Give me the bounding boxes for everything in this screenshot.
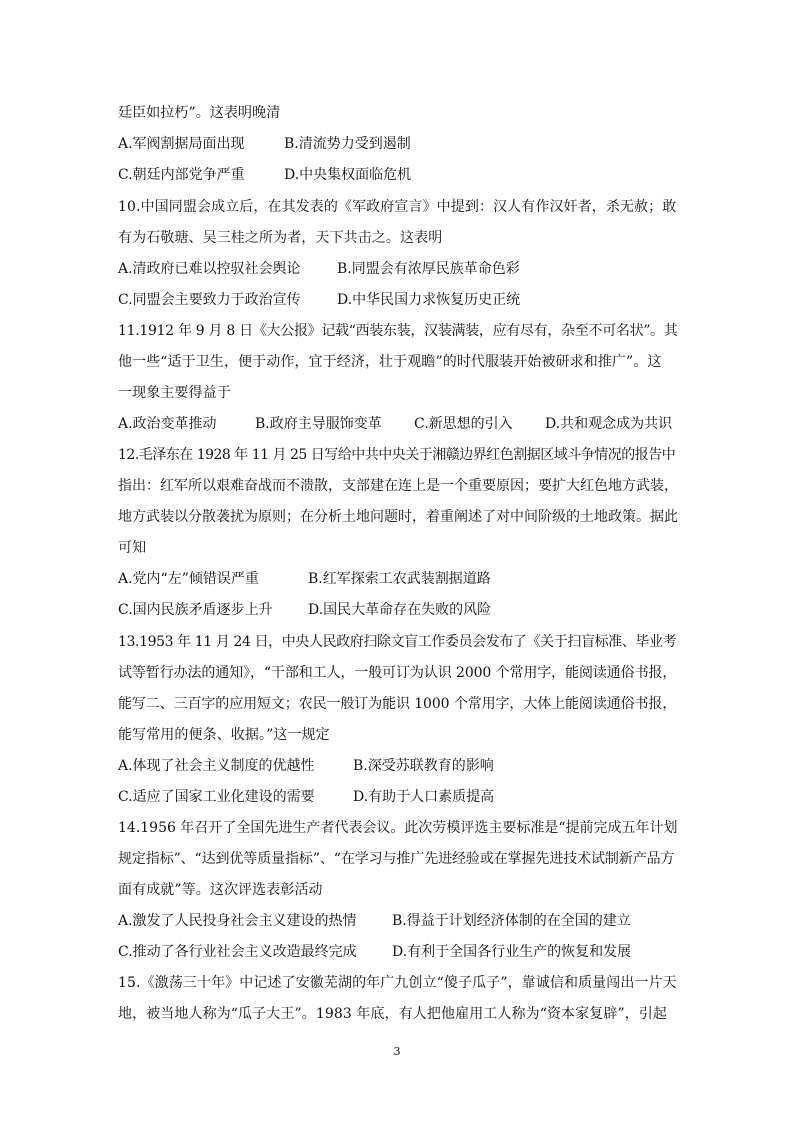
q13-option-d: D.有助于人口素质提高 — [353, 789, 495, 805]
q9-option-a: A.军阀割据局面出现 — [118, 136, 245, 152]
page-number: 3 — [393, 1045, 401, 1058]
q9-option-d: D.中央集权面临危机 — [284, 167, 412, 183]
q12-option-b: B.红军探索工农武装割据道路 — [308, 571, 491, 587]
q14-stem-line-3: 面有成就”等。这次评选表彰活动 — [118, 882, 323, 898]
q10-option-b: B.同盟会有浓厚民族革命色彩 — [337, 261, 520, 277]
q12-stem-line-4: 可知 — [118, 540, 147, 556]
q14-option-a: A.激发了人民投身社会主义建设的热情 — [118, 913, 357, 929]
q11-stem-line-3: 一现象主要得益于 — [118, 385, 231, 401]
q13-option-b: B.深受苏联教育的影响 — [353, 758, 494, 774]
q11-option-c: C.新思想的引入 — [414, 416, 513, 432]
q14-option-b: B.得益于计划经济体制的在全国的建立 — [392, 913, 631, 929]
q14-stem-line-1: 14.1956 年召开了全国先进生产者代表会议。此次劳模评选主要标准是“提前完成五年计划 — [118, 820, 678, 836]
q13-option-c: C.适应了国家工业化建设的需要 — [118, 789, 315, 805]
q13-stem-line-4: 能写常用的便条、收据。”这一规定 — [118, 727, 330, 743]
q11-stem-line-2: 他一些“适于卫生，便于动作，宜于经济，壮于观瞻”的时代服装开始被研求和推广”。这 — [118, 354, 662, 370]
q10-stem-line-2: 有为石敬瑭、吴三桂之所为者，天下共击之。这表明 — [118, 230, 443, 246]
q9-stem-tail: 廷臣如拉朽”。这表明晚清 — [118, 105, 281, 121]
q11-option-a: A.政治变革推动 — [118, 416, 217, 432]
q13-stem-line-3: 能写二、三百字的应用短文；农民一般订为能识 1000 个常用字，大体上能阅读通俗书报， — [118, 696, 677, 712]
q11-option-b: B.政府主导服饰变革 — [255, 416, 382, 432]
q12-stem-line-1: 12.毛泽东在 1928 年 11 月 25 日写给中共中央关于湘赣边界红色割据区域斗争情况的报告中 — [118, 447, 676, 463]
q12-option-a: A.党内“左”倾错误严重 — [118, 571, 259, 587]
q11-stem-line-1: 11.1912 年 9 月 8 日《大公报》记载“西装东装，汉装满装，应有尽有，杂至不可名状”。其 — [118, 323, 678, 339]
q11-option-d: D.共和观念成为共识 — [545, 416, 673, 432]
q9-option-b: B.清流势力受到遏制 — [284, 136, 411, 152]
q13-option-a: A.体现了社会主义制度的优越性 — [118, 758, 315, 774]
q14-option-c: C.推动了各行业社会主义改造最终完成 — [118, 944, 357, 960]
q9-option-c: C.朝廷内部党争严重 — [118, 167, 245, 183]
q10-stem-line-1: 10.中国同盟会成立后，在其发表的《军政府宣言》中提到：汉人有作汉奸者，杀无赦；敢 — [118, 199, 677, 215]
q15-stem-line-2: 地，被当地人称为“瓜子大王”。1983 年底，有人把他雇用工人称为“资本家复辟”，引起 — [118, 1006, 668, 1022]
q12-option-c: C.国内民族矛盾逐步上升 — [118, 602, 273, 618]
q14-option-d: D.有利于全国各行业生产的恢复和发展 — [392, 944, 632, 960]
q12-stem-line-3: 地方武装以分散袭扰为原则；在分析土地问题时，着重阐述了对中间阶级的土地政策。据此 — [118, 509, 678, 525]
q10-option-a: A.清政府已难以控驭社会舆论 — [118, 261, 301, 277]
q13-stem-line-2: 试等暂行办法的通知》，“干部和工人，一般可订为认识 2000 个常用字，能阅读通俗书报， — [118, 665, 677, 681]
q12-stem-line-2: 指出：红军所以艰难奋战而不溃散，支部建在连上是一个重要原因；要扩大红色地方武装， — [118, 478, 678, 494]
q13-stem-line-1: 13.1953 年 11 月 24 日，中央人民政府扫除文盲工作委员会发布了《关于扫盲标准、毕业考 — [118, 634, 677, 650]
q10-option-d: D.中华民国力求恢复历史正统 — [337, 292, 521, 308]
q10-option-c: C.同盟会主要致力于政治宣传 — [118, 292, 301, 308]
q12-option-d: D.国民大革命存在失败的风险 — [308, 602, 492, 618]
q15-stem-line-1: 15.《激荡三十年》中记述了安徽芜湖的年广九创立“傻子瓜子”，靠诚信和质量闯出一片天 — [118, 975, 677, 991]
q14-stem-line-2: 规定指标”、“达到优等质量指标”、“在学习与推广先进经验或在掌握先进技术试制新产品方 — [118, 851, 675, 867]
